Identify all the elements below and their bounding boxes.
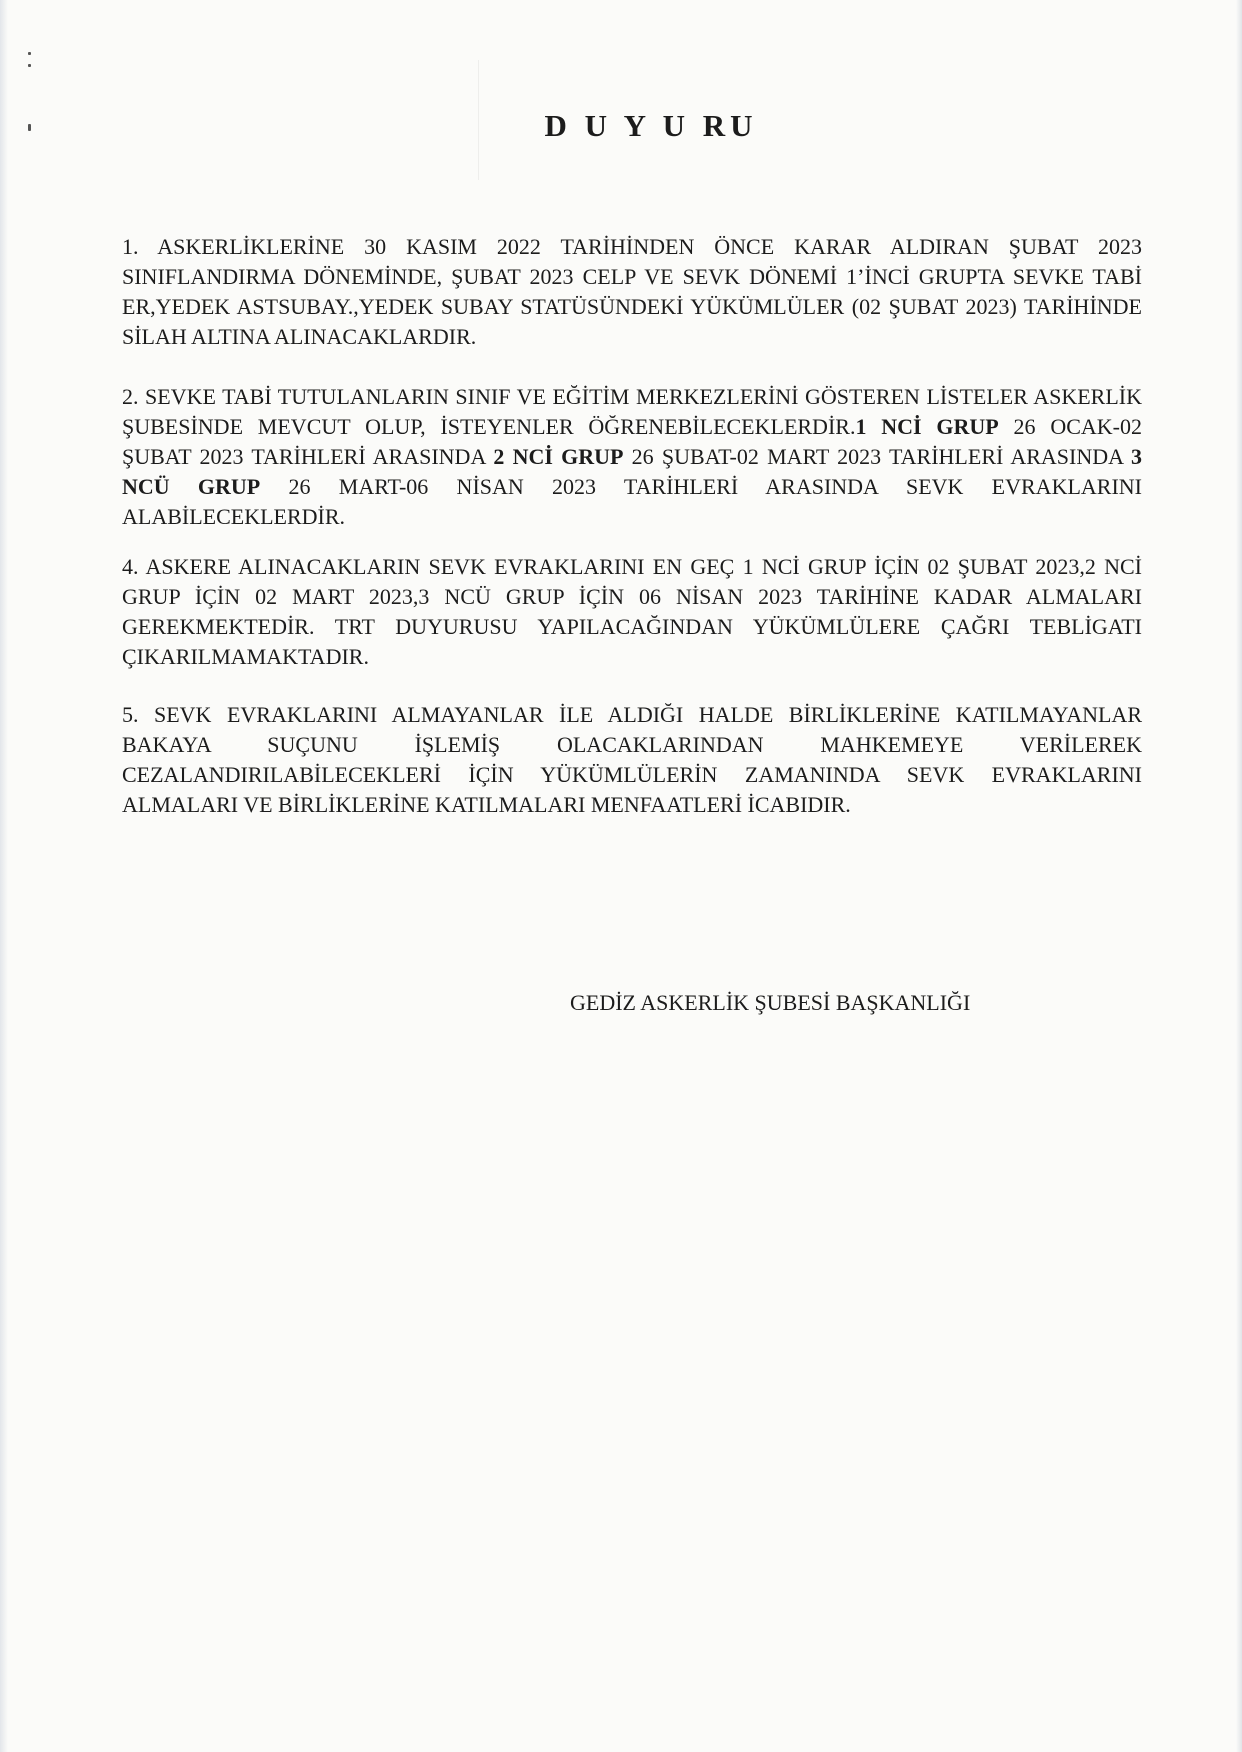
group-3-label: 3 NCÜ GRUP [122,444,1142,499]
scan-edge-left [0,0,8,1752]
signature-block: GEDİZ ASKERLİK ŞUBESİ BAŞKANLIĞI [570,990,971,1015]
group-2-label: 2 NCİ GRUP [493,444,624,469]
scan-edge-right [1236,0,1242,1752]
scan-speck [28,64,31,67]
paragraph-4: 4. ASKERE ALINACAKLARIN SEVK EVRAKLARINI EN GEÇ 1 NCİ GRUP İÇİN 02 ŞUBAT 2023,2 NCİ GRUP İÇİN 02 MART 2023,3 NCÜ GRUP İÇİN 06 NİSAN 2023 TARİHİNE KADAR ALMALARI GEREKMEKTEDİR. TRT DUYURUSU YAPILACAĞINDAN YÜKÜMLÜLERE ÇAĞRI TEBLİGATI ÇIKARILMAMAKTADIR. [122,554,1142,669]
paragraph-2-text: 2. SEVKE TABİ TUTULANLARIN SINIF VE EĞİTİM MERKEZLERİNİ GÖSTEREN LİSTELER ASKERLİK ŞUBESİNDE MEVCUT OLUP, İSTEYENLER ÖĞRENEBİLECEKLERDİR. [122,384,1142,439]
paragraph-2 [122,382,1142,532]
scan-speck [28,52,31,55]
paragraph-2-text: 26 OCAK-02 ŞUBAT 2023 TARİHLERİ ARASINDA [122,414,1142,469]
paragraph-5: 5. SEVK EVRAKLARINI ALMAYANLAR İLE ALDIĞI HALDE BİRLİKLERİNE KATILMAYANLAR BAKAYA SUÇUNU İŞLEMİŞ OLACAKLARINDAN MAHKEMEYE VERİLEREK CEZALANDIRILABİLECEKLERİ İÇİN YÜKÜMLÜLERİN ZAMANINDA SEVK EVRAKLARINI ALMALARI VE BİRLİKLERİNE KATILMALARI MENFAATLERİ İCABIDIR. [122,702,1142,817]
group-1-label: 1 NCİ GRUP [855,414,999,439]
paragraph-2-text: 26 ŞUBAT-02 MART 2023 TARİHLERİ ARASINDA [623,444,1131,469]
paragraph-1: 1. ASKERLİKLERİNE 30 KASIM 2022 TARİHİNDEN ÖNCE KARAR ALDIRAN ŞUBAT 2023 SINIFLANDIRMA DÖNEMİNDE, ŞUBAT 2023 CELP VE SEVK DÖNEMİ 1’İNCİ GRUPTA SEVKE TABİ ER,YEDEK ASTSUBAY.,YEDEK SUBAY STATÜSÜNDEKİ YÜKÜMLÜLER (02 ŞUBAT 2023) TARİHİNDE SİLAH ALTINA ALINACAKLARDIR. [122,234,1142,349]
paragraph-2-text: 26 MART-06 NİSAN 2023 TARİHLERİ ARASINDA SEVK EVRAKLARINI ALABİLECEKLERDİR. [122,474,1142,529]
document-title: D U Y U RU [544,108,758,143]
